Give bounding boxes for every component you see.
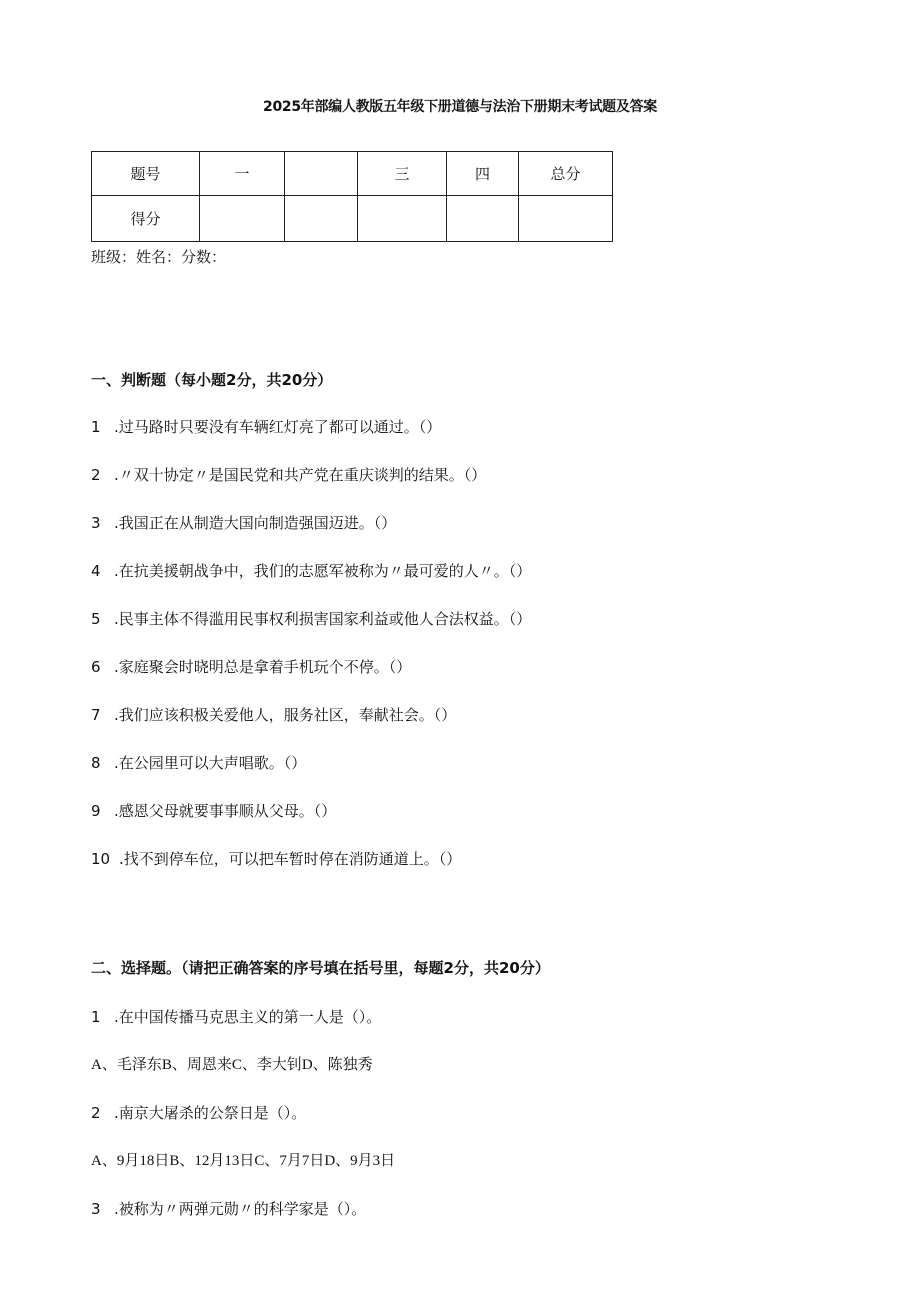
section2-heading: 二、选择题。（请把正确答案的序号填在括号里，每题2分，共20分） <box>91 959 550 977</box>
question-number: 4 <box>91 562 101 580</box>
question-options: A、毛泽东B、周恩来C、李大钊D、陈独秀 <box>91 1057 373 1073</box>
question-number: 9 <box>91 802 101 820</box>
score-table-header-row <box>92 152 613 196</box>
question-number: 7 <box>91 706 101 724</box>
question-text: .在公园里可以大声唱歌。（） <box>114 754 307 772</box>
question-number: 1 <box>91 1008 101 1026</box>
score-header-cell: 总分 <box>519 152 613 196</box>
question-number: 3 <box>91 1200 101 1218</box>
question-text: .找不到停车位，可以把车暂时停在消防通道上。（） <box>119 850 462 868</box>
question-text: .在抗美援朝战争中，我们的志愿军被称为〃最可爱的人〃。（） <box>114 562 532 580</box>
question-text: .我国正在从制造大国向制造强国迈进。（） <box>114 514 397 532</box>
question-number: 3 <box>91 514 101 532</box>
question-text: .我们应该积极关爱他人，服务社区，奉献社会。（） <box>114 706 457 724</box>
question-number: 2 <box>91 466 101 484</box>
score-cell[interactable] <box>285 196 358 242</box>
section1-heading: 一、判断题（每小题2分，共20分） <box>91 371 333 389</box>
question-number: 2 <box>91 1104 101 1122</box>
score-header-cell: 四 <box>447 152 519 196</box>
score-header-cell <box>285 152 358 196</box>
question-text: .民事主体不得滥用民事权利损害国家利益或他人合法权益。（） <box>114 610 532 628</box>
score-table-score-row <box>92 196 613 242</box>
score-header-cell: 三 <box>358 152 447 196</box>
question-number: 6 <box>91 658 101 676</box>
question-text: .家庭聚会时晓明总是拿着手机玩个不停。（） <box>114 658 412 676</box>
score-row-label: 得分 <box>92 196 200 242</box>
score-cell[interactable] <box>447 196 519 242</box>
question-text: .在中国传播马克思主义的第一人是（）。 <box>114 1008 382 1026</box>
question-number: 8 <box>91 754 101 772</box>
score-table <box>91 151 613 242</box>
page-title: 2025年部编人教版五年级下册道德与法治下册期末考试题及答案 <box>263 99 657 115</box>
question-text: .〃双十协定〃是国民党和共产党在重庆谈判的结果。（） <box>114 466 487 484</box>
question-number: 1 <box>91 418 101 436</box>
question-number: 10 <box>91 850 111 868</box>
score-header-cell: 题号 <box>92 152 200 196</box>
question-text: .被称为〃两弹元勋〃的科学家是（）。 <box>114 1200 367 1218</box>
score-header-cell: 一 <box>200 152 285 196</box>
score-cell[interactable] <box>358 196 447 242</box>
question-text: .过马路时只要没有车辆红灯亮了都可以通过。（） <box>114 418 442 436</box>
question-number: 5 <box>91 610 101 628</box>
class-name-score-line: 班级：姓名：分数： <box>91 248 227 266</box>
score-cell[interactable] <box>519 196 613 242</box>
question-options: A、9月18日B、12月13日C、7月7日D、9月3日 <box>91 1153 396 1169</box>
question-text: .南京大屠杀的公祭日是（）。 <box>114 1104 307 1122</box>
score-cell[interactable] <box>200 196 285 242</box>
question-text: .感恩父母就要事事顺从父母。（） <box>114 802 337 820</box>
